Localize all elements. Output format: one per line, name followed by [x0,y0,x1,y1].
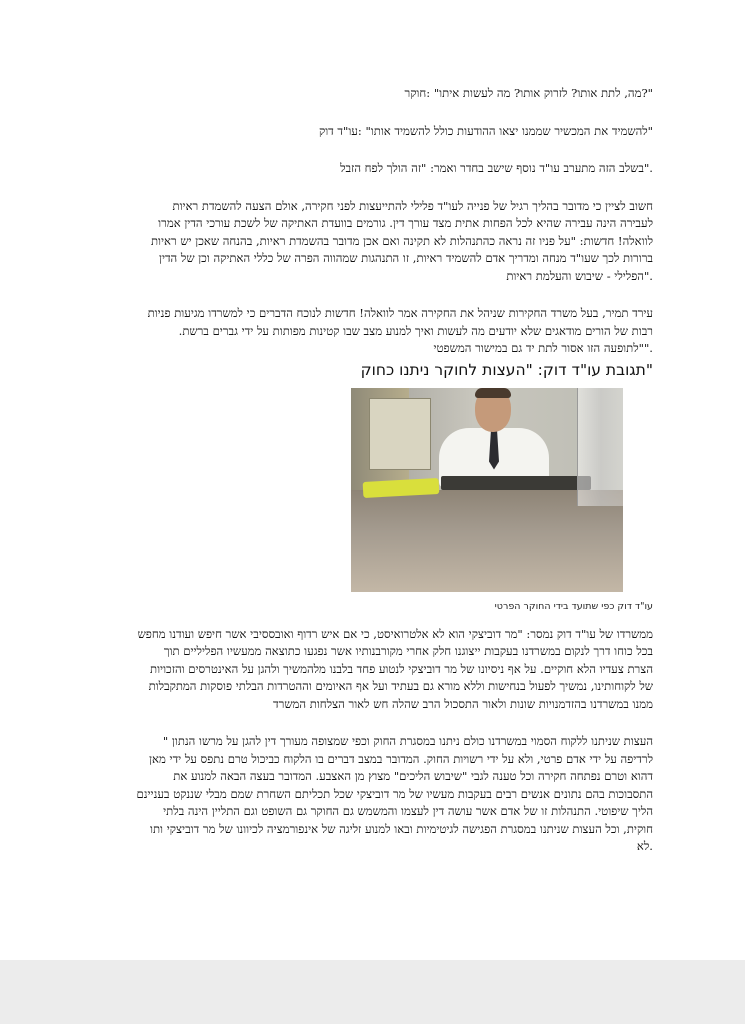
paragraph-ethics [80,198,653,286]
paragraph-line: חוקית, וכל העצות שניתנו במסגרת הפגישה לגיטימיות ובאו למנוע זליגה של אינפורמציה לכיוונו של מר דוביצקי ותו [150,821,653,836]
photo-board [369,398,431,470]
photo-caption: עו"ד דוק כפי שתועד בידי החוקר הפרטי [494,600,653,612]
response-subheading: "תגובת עו"ד דוק: "העצות לחוקר ניתנו כחוק [360,360,653,379]
quote-second-lawyer: ."בשלב הזה מתערב עו"ד נוסף שישב בחדר ואמר: "זה הולך לפח הזבל [340,161,653,175]
paragraph-line: ממנו במשרדנו בהזדמנויות שונות ולאור התסכול הרב שהלה חש לאור הצלחות המשרד [273,696,653,711]
paragraph-investigations [80,305,653,358]
paragraph-line: עירד תמיר, בעל משרד החקירות שניהל את החקירה אמר לוואלה! חדשות לנוכח הדברים כי למשרדו מגיעות פניות [147,306,653,320]
paragraph-line: לוואלה! חדשות: "על פניו זה נראה כהתנהלות לא תקינה ואם אכן מדובר בהשמדת ראיות, בהנחה שאכן יש ראיות [150,233,653,248]
photo-notebook [441,476,591,490]
lawyer-photo [351,388,623,592]
paragraph-line: בכל כוחו דרך לנקום במשרדנו בעקבות ייצוגנו חלק אחרי מקורבנותיו אשר נפגעו כתוצאה ממעשיו הפליליים תוך [163,644,653,658]
article-body [80,85,653,856]
paragraph-line: של לקוחותינו, נמשיך לפעול בנחישות וללא מורא גם בעתיד ועל אף האיומים וההטרדות הבלתי פוסקות המתקבלות [148,679,653,693]
paragraph-line: הצרת צעדיו הלא חוקיים. על אף ניסיונו של מר דוביצקי לנטוע פחד בלבנו מלהמשיך ולהגן על האינטרסים והזכויות [150,661,653,676]
paragraph-line: לרדיפה על ידי אדם פרטי, ולא על ידי רשויות החוק. המדובר במצב דברים בו הלקוח כביכול טרם נתפס על ידי מאן [149,751,653,766]
paragraph-line: רבות של הורים מודאגים שלא יודעים מה לעשות ואיך למנוע מצב שבו קטינות מפותות על ידי גברים ברשת. [178,323,653,338]
photo-hair [475,388,511,398]
photo-glasses [577,388,623,506]
paragraph-line: לעבירה הינה עבירה שהיא לכל הפחות אתית מצד עורך דין. גורמים בוועדת האתיקה של לשכת עורכי הדין אמרו [158,216,653,230]
photo-person [433,388,553,488]
paragraph-line: ממשרדו של עו"ד דוק נמסר: "מר דוביצקי הוא לא אלטרואיסט, כי אם איש רדוף ואובססיבי אשר חיפש ועודנו מחפש [137,626,653,641]
paragraph-line: התסבוכות בהם נתונים אנשים רבים בעקבות מעשיו של מר דוביצקי שכל תכליתם השחרת שמם מבלי שננקט בעניינם [136,786,653,801]
paragraph-line: .לא [636,839,653,853]
quote-lawyer: "להשמיד את המכשיר שממנו יצאו ההודעות כולל להשמיד אותו" :עו"ד דוק [318,123,653,138]
paragraph-line: ברורות לכך שעו"ד מנחה ומדריך אדם להשמיד ראיות, זו התנהגות שמהווה הפרה של כללי האתיקה וכן של הדין [158,251,653,265]
paragraph-line: דהוא וטרם נפתחה חקירה וכל טענה לגבי "שיבוש הליכים" מצוץ מן האצבע. המדובר בעצה הבאה למנוע את [173,769,653,783]
paragraph-line: ."הפלילי - שיבוש והעלמת ראיות [506,268,653,283]
paragraph-line: הליך שיפוטי. התנהלות זו של אדם אשר עושה דין לעצמו והמשמש גם החוקר גם השופט וגם התליין הינה בלתי [163,804,653,818]
paragraph-advice [80,733,653,856]
photo-yellow-folder [363,478,440,498]
photo-frame [351,388,623,592]
paragraph-line: חשוב לציין כי מדובר בהליך רגיל של פנייה לעו"ד פלילי להתייעצות לפני חקירה, אולם הצעה להשמדת ראיות [172,198,653,213]
scan-bottom-edge [0,960,745,1024]
paragraph-line: .""לתופעה הזו אסור לתת יד גם במישור המשפטי [433,341,653,355]
paragraph-office-response [80,626,653,714]
quote-investigator: "?מה, לתת אותו? לזרוק אותו? מה לעשות איתו" :חוקר [404,86,653,100]
paragraph-line: העצות שניתנו ללקוח הסמוי במשרדנו כולם ניתנו במסגרת החוק וכפי שמצופה מעורך דין להגן על מרשו הנתון " [162,734,653,748]
